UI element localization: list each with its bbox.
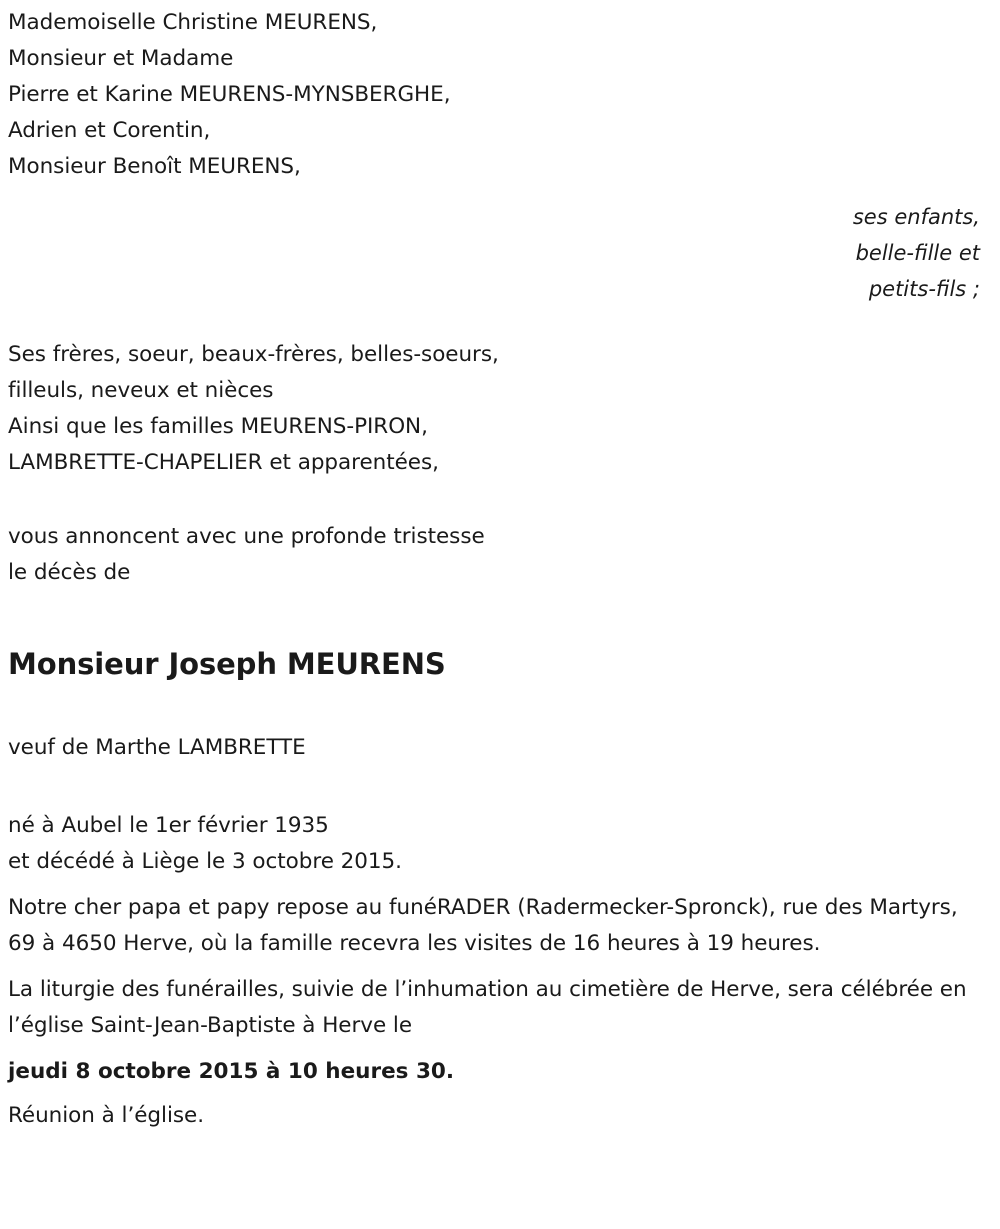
service-datetime: jeudi 8 octobre 2015 à 10 heures 30. xyxy=(8,1059,455,1084)
spouse-line: veuf de Marthe LAMBRETTE xyxy=(8,735,306,760)
service-details-block xyxy=(8,972,990,1044)
family-member-line: Monsieur Benoît MEURENS, xyxy=(8,154,301,179)
family-members-block xyxy=(8,0,990,185)
announcement-line: vous annoncent avec une profonde tristesse xyxy=(8,524,485,549)
announcement-line: le décès de xyxy=(8,560,131,585)
extended-family-line: Ainsi que les familles MEURENS-PIRON, xyxy=(8,414,428,439)
deceased-name-heading: Monsieur Joseph MEURENS xyxy=(8,647,446,681)
service-details-text: La liturgie des funérailles, suivie de l’inhumation au cimetière de Herve, sera célébrée en l’église Saint-Jean-Baptiste à Herve le xyxy=(8,977,967,1038)
relation-descriptor-block xyxy=(8,199,990,307)
family-member-line: Mademoiselle Christine MEURENS, xyxy=(8,10,378,35)
extended-family-block xyxy=(8,337,990,481)
announcement-block xyxy=(8,519,990,591)
closing-note-block xyxy=(8,1098,990,1134)
death-line: et décédé à Liège le 3 octobre 2015. xyxy=(8,849,402,874)
extended-family-line: filleuls, neveux et nièces xyxy=(8,378,274,403)
closing-note-text: Réunion à l’église. xyxy=(8,1103,204,1128)
birth-death-block xyxy=(8,808,990,880)
birth-line: né à Aubel le 1er février 1935 xyxy=(8,813,329,838)
relation-descriptor-line: belle-fille et xyxy=(855,241,980,265)
family-member-line: Monsieur et Madame xyxy=(8,46,234,71)
family-member-line: Pierre et Karine MEURENS-MYNSBERGHE, xyxy=(8,82,451,107)
relation-descriptor-line: ses enfants, xyxy=(852,205,980,229)
spouse-block xyxy=(8,730,990,766)
extended-family-line: Ses frères, soeur, beaux-frères, belles-soeurs, xyxy=(8,342,499,367)
wake-details-block xyxy=(8,890,990,962)
wake-details-text: Notre cher papa et papy repose au funéRADER (Radermecker-Spronck), rue des Martyrs, 69 à 4650 Herve, où la famille recevra les visites de 16 heures à 19 heures. xyxy=(8,895,958,956)
extended-family-line: LAMBRETTE-CHAPELIER et apparentées, xyxy=(8,450,439,475)
family-member-line: Adrien et Corentin, xyxy=(8,118,211,143)
relation-descriptor-line: petits-fils ; xyxy=(868,277,980,301)
